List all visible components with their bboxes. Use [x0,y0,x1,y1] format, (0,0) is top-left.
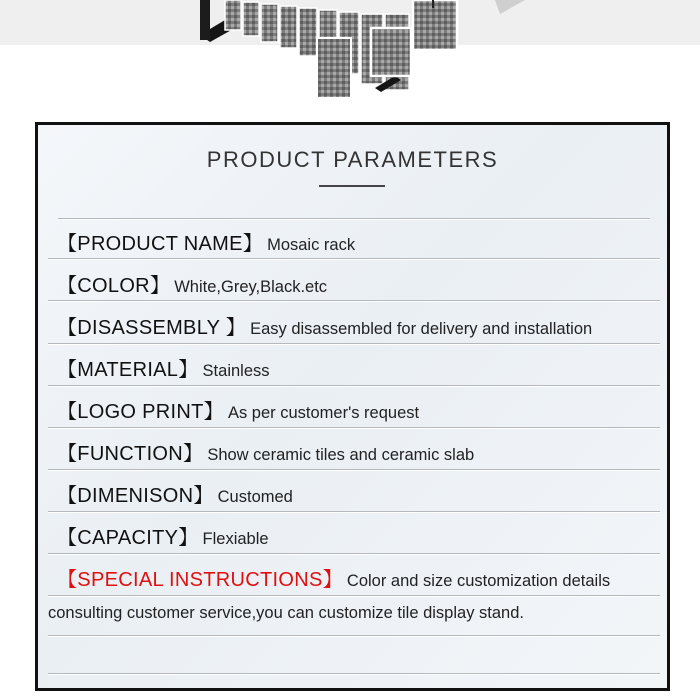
param-value: Customed [217,488,293,506]
product-parameters-panel [35,122,670,691]
divider [48,595,660,597]
param-row-dimension [57,479,293,508]
divider [48,427,660,429]
param-key: 【PRODUCT NAME】 [57,233,264,255]
param-key: 【FUNCTION】 [57,443,204,465]
param-row-special-instructions [57,563,610,592]
param-row-product-name [57,227,355,256]
param-value: As per customer's request [227,404,420,422]
divider [48,258,660,260]
divider [48,673,660,675]
divider [48,553,660,555]
param-key: 【DISASSEMBLY 】 [57,317,247,339]
divider [58,218,650,220]
param-value: Easy disassembled for delivery and installation [250,320,593,338]
param-row-color [57,269,327,298]
param-value: Mosaic rack [267,236,356,254]
divider [48,385,660,387]
param-value: White,Grey,Black.etc [174,278,328,296]
param-key: 【MATERIAL】 [57,359,199,381]
param-row-capacity [57,521,269,550]
divider [48,469,660,471]
param-key: 【COLOR】 [57,275,171,297]
param-key: 【CAPACITY】 [57,527,199,549]
divider [48,511,660,513]
param-key-special: 【SPECIAL INSTRUCTIONS】 [57,569,343,591]
divider [48,300,660,302]
panel-title: PRODUCT PARAMETERS [206,147,499,172]
divider [48,343,660,345]
special-instructions-continuation: consulting customer service,you can customize tile display stand. [48,604,524,622]
param-value: Stainless [202,362,270,380]
param-value: Show ceramic tiles and ceramic slab [207,446,475,464]
param-row-logo-print [57,395,419,424]
param-key: 【DIMENISON】 [57,485,214,507]
param-row-disassembly [57,311,592,340]
title-underline [319,185,385,187]
param-value: Flexiable [202,530,269,548]
param-row-material [57,353,270,382]
divider [48,635,660,637]
param-value: Color and size customization details [346,572,611,590]
param-row-function [57,437,474,466]
param-key: 【LOGO PRINT】 [57,401,224,423]
mosaic-rack-image [195,0,535,105]
